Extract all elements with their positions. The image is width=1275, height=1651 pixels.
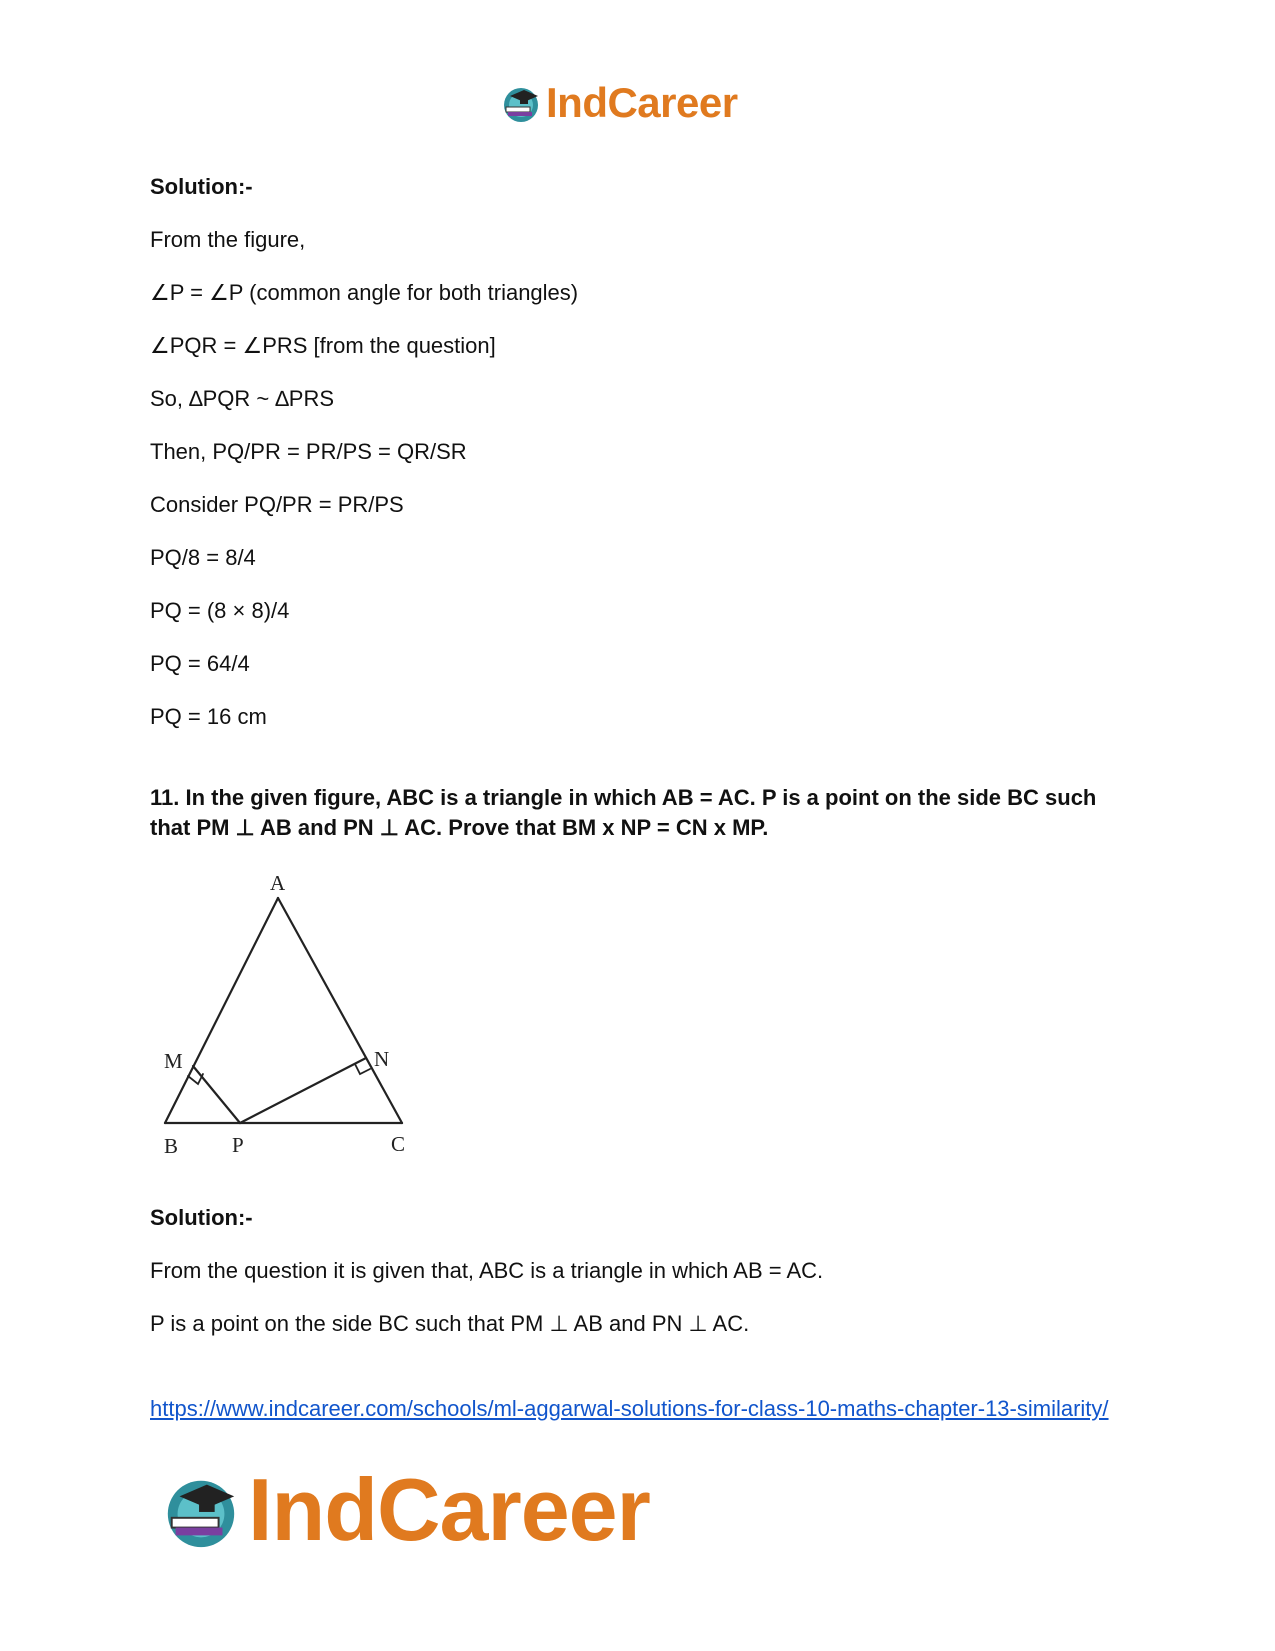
- label-c: C: [391, 1132, 406, 1156]
- solution-line: ∠P = ∠P (common angle for both triangles): [150, 280, 579, 305]
- solution-line: From the figure,: [150, 227, 306, 252]
- side-ab: [165, 898, 278, 1123]
- solution-line: From the question it is given that, ABC is a triangle in which AB = AC.: [150, 1258, 824, 1283]
- solution-line: Then, PQ/PR = PR/PS = QR/SR: [150, 439, 467, 464]
- solution-line: Consider PQ/PR = PR/PS: [150, 492, 404, 517]
- label-b: B: [164, 1134, 179, 1158]
- solution-line: PQ/8 = 8/4: [150, 545, 256, 570]
- solution-line: So, ∆PQR ~ ∆PRS: [150, 386, 335, 411]
- question-11: 11. In the given figure, ABC is a triangle in which AB = AC. P is a point on the side BC such that PM ⊥ AB and PN ⊥ AC. Prove that BM x NP = CN x MP.: [150, 785, 1097, 840]
- logo-text: IndCareer: [248, 1460, 650, 1559]
- graduation-cap-book-globe-icon: [160, 1469, 242, 1551]
- label-p: P: [232, 1133, 244, 1157]
- solution-line: P is a point on the side BC such that PM ⊥ AB and PN ⊥ AC.: [150, 1311, 750, 1336]
- triangle-figure: [150, 868, 410, 1173]
- solution-line: PQ = 16 cm: [150, 704, 267, 729]
- label-m: M: [164, 1049, 183, 1073]
- side-ac: [278, 898, 402, 1123]
- label-a: A: [270, 871, 286, 895]
- footer-logo: [160, 1460, 650, 1559]
- solution-heading: Solution:-: [150, 174, 253, 199]
- header-logo: [500, 78, 738, 128]
- label-n: N: [374, 1047, 390, 1071]
- solution-line: ∠PQR = ∠PRS [from the question]: [150, 333, 496, 358]
- segment-pm: [193, 1066, 240, 1123]
- solution-line: PQ = 64/4: [150, 651, 250, 676]
- solution-heading: Solution:-: [150, 1205, 253, 1230]
- source-link[interactable]: https://www.indcareer.com/schools/ml-aggarwal-solutions-for-class-10-maths-chapter-13-similarity/: [150, 1396, 1109, 1421]
- graduation-cap-book-globe-icon: [500, 82, 542, 124]
- logo-text: IndCareer: [546, 79, 738, 126]
- segment-pn: [240, 1058, 366, 1123]
- right-angle-n: [355, 1064, 370, 1074]
- solution-line: PQ = (8 × 8)/4: [150, 598, 290, 623]
